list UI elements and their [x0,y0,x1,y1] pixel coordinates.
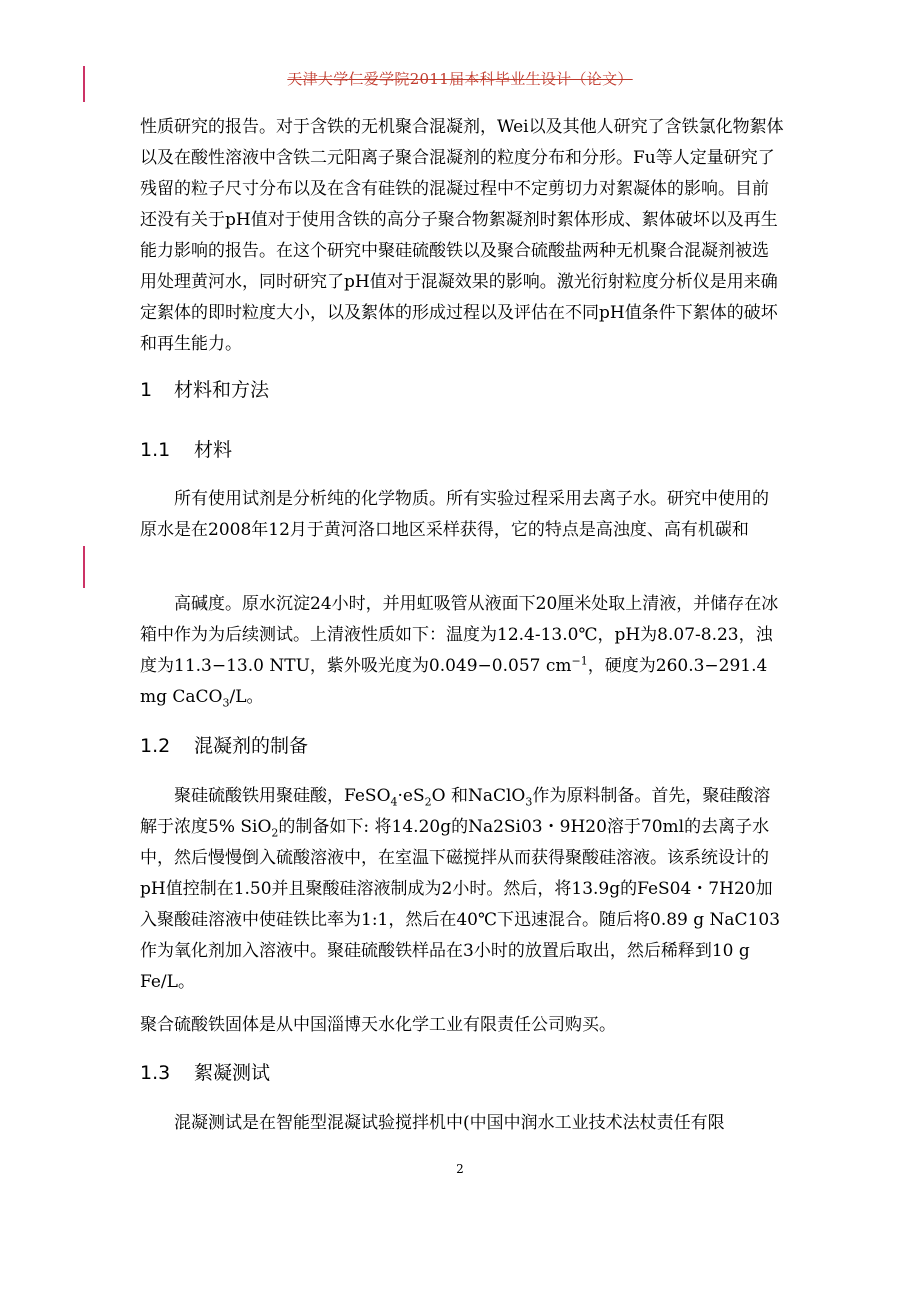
section-heading-1-2 [140,733,308,759]
section-heading-1 [140,377,269,403]
margin-change-bar [83,546,85,588]
materials-paragraph-2 [140,589,785,713]
subscript: 2 [271,826,279,840]
flocculation-paragraph-1: 混凝测试是在智能型混凝试验搅拌机中(中国中润水工业技术法杖责任有限 [174,1113,725,1133]
superscript: −1 [571,654,588,668]
intro-paragraph: 性质研究的报告。对于含铁的无机聚合混凝剂，Wei以及其他人研究了含铁氯化物絮体以及在酸性溶液中含铁二元阳离子聚合混凝剂的粒度分布和分形。Fu等人定量研究了残留的粒子尺寸分布以及在含有硅铁的混凝过程中不定剪切力对絮凝体的影响。目前还没有关于pH值对于使用含铁的高分子聚合物絮凝剂时絮体形成、絮体破坏以及再生能力影响的报告。在这个研究中聚硅硫酸铁以及聚合硫酸盐两种无机聚合混凝剂被选用处理黄河水，同时研究了pH值对于混凝效果的影响。激光衍射粒度分析仪是用来确定絮体的即时粒度大小，以及絮体的形成过程以及评估在不同pH值条件下絮体的破坏和再生能力。 [140,117,784,354]
section-title: 材料 [194,439,233,461]
section-heading-1-1 [140,437,232,463]
subscript: 4 [390,795,398,809]
section-title: 材料和方法 [174,379,270,401]
section-number: 1.1 [140,439,171,461]
section-heading-1-3 [140,1060,270,1086]
text-run: /L。 [229,687,264,707]
section-title: 絮凝测试 [194,1062,271,1084]
text-run: O 和NaClO [431,786,526,806]
section-title: 混凝剂的制备 [194,735,309,757]
page-header: 天津大学仁爱学院2011届本科毕业生设计（论文） [287,70,633,88]
text-run: 高碱度。原水沉淀24小时，并用虹吸管从液面下20厘米处取上清液，并储存在冰箱中作为为后续测试。上清液性质如下：温度为12.4-13.0℃，pH为8.07-8.23，浊度为11.3−13.0 NTU，紫外吸光度为0.049−0.057 cm [140,594,779,676]
text-run: 的制备如下: 将14.20g的Na2Si03・9H20溶于70ml的去离子水中，然后慢慢倒入硫酸溶液中，在室温下磁搅拌从而获得聚酸硅溶液。该系统设计的pH值控制在1.50并且聚酸硅溶液制成为2小时。然后，将13.9g的FeS04・7H20加入聚酸硅溶液中使硅铁比率为1:1，然后在40℃下迅速混合。随后将0.89 g NaC103作为氧化剂加入溶液中。聚硅硫酸铁样品在3小时的放置后取出，然后稀释到10 g Fe/L。 [140,817,781,992]
page-number: 2 [456,1162,464,1176]
section-number: 1.2 [140,735,171,757]
preparation-paragraph-1 [140,781,785,998]
subscript: 3 [525,795,533,809]
text-run: 作为原料制备。首先，聚硅酸溶解于浓度5% SiO [140,786,771,837]
section-number: 1.3 [140,1062,171,1084]
text-run: 聚硅硫酸铁用聚硅酸，FeSO [174,786,391,806]
subscript: 3 [222,696,230,710]
text-run: ，硬度为260.3−291.4 mg CaCO [140,656,768,707]
preparation-paragraph-2: 聚合硫酸铁固体是从中国淄博天水化学工业有限责任公司购买。 [140,1015,616,1035]
materials-paragraph-1: 所有使用试剂是分析纯的化学物质。所有实验过程采用去离子水。研究中使用的原水是在2008年12月于黄河洛口地区采样获得，它的特点是高浊度、高有机碳和 [140,489,769,540]
text-run: ·eS [397,786,425,806]
section-number: 1 [140,379,153,401]
subscript: 2 [424,795,432,809]
